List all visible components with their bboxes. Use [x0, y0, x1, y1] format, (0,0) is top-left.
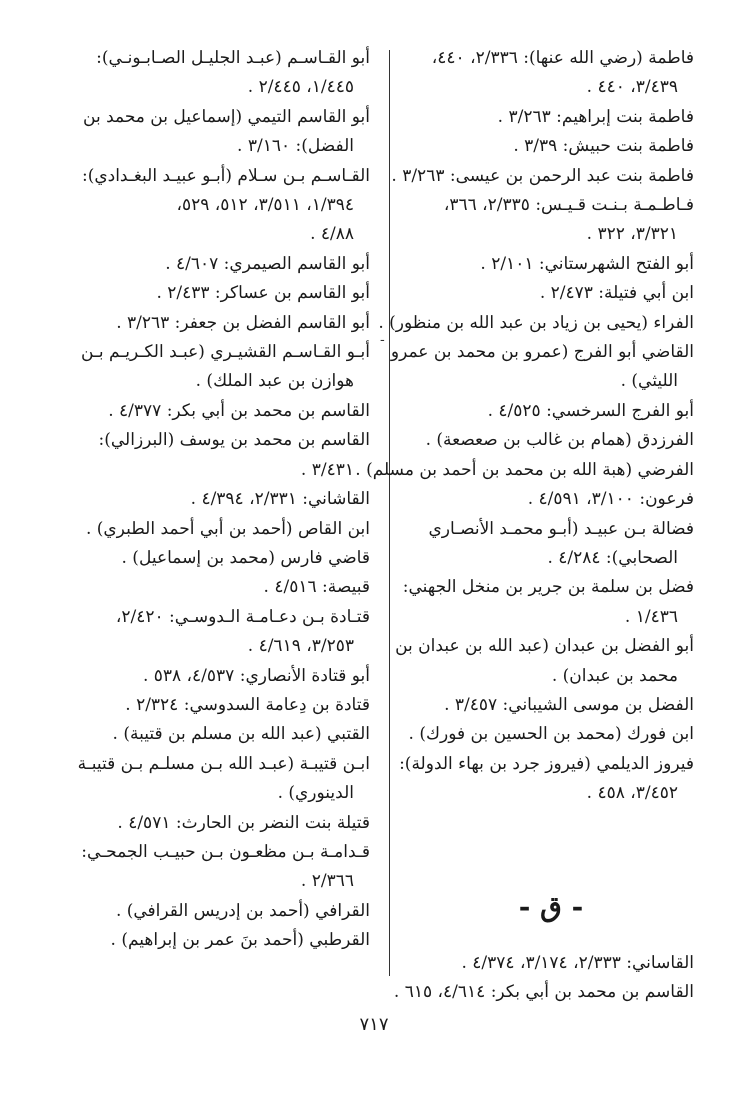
- index-entry: [408, 250, 694, 279]
- index-entry: [65, 162, 370, 250]
- index-entry: [65, 809, 370, 838]
- index-entry: [65, 662, 370, 691]
- index-entry: [408, 279, 694, 308]
- entry-line: أبو القـاسـم (عبـد الجليـل الصـابـونـي):: [96, 48, 370, 68]
- entry-line: قتـادة بـن دعـامـة الـدوسـي: ٢/٤٢٠،: [115, 606, 370, 627]
- entry-continuation-line: الفضل): ٣/١٦٠ .: [237, 136, 354, 157]
- entry-line: القاضي أبو الفرج (عمرو بن محمد بن عمرو: [390, 342, 694, 363]
- index-entry: [65, 309, 370, 338]
- entry-line: أبو الفضل بن عبدان (عبد الله بن عبدان بن: [395, 636, 694, 657]
- index-entry: [65, 691, 370, 720]
- right-column: [355, 44, 694, 1007]
- entry-line: ابـن قتيبـة (عبـد الله بـن مسلـم بـن قتيبـة: [77, 753, 370, 774]
- entry-line: فاطمة (رضي الله عنها): ٢/٣٣٦، ٤٤٠،: [431, 48, 694, 68]
- entry-line: ابن القاص (أحمد بن أبي أحمد الطبري) .: [85, 518, 370, 539]
- margin-mark: -: [380, 332, 385, 348]
- entry-continuation-line: ٣/٣٢١، ٣٢٢ .: [586, 224, 678, 245]
- index-entry: [408, 132, 694, 161]
- index-entry: [65, 573, 370, 602]
- entry-continuation-line: ١/٣٩٤، ٣/٥١١، ٥١٢، ٥٢٩،: [176, 195, 354, 216]
- index-entry: [408, 720, 694, 749]
- entry-line: أبـو القـاسـم القشيـري (عبـد الكـريـم بـن: [80, 342, 370, 363]
- entry-line: فرعون: ٣/١٠٠، ٤/٥٩١ .: [527, 489, 694, 510]
- entry-line: أبو القاسم التيمي (إسماعيل بن محمد بن: [83, 106, 370, 127]
- entry-line: فاطمة بنت إبراهيم: ٣/٢٦٣ .: [497, 106, 694, 127]
- index-entry: [65, 515, 370, 544]
- entry-line: ابن أبي فتيلة: ٢/٤٧٣ .: [539, 283, 694, 304]
- left-column: [65, 44, 370, 956]
- index-entry: [65, 426, 370, 485]
- index-entry: [65, 103, 370, 162]
- entry-line: القاشاني: ٢/٣٣١، ٤/٣٩٤ .: [190, 489, 370, 510]
- index-entry: [65, 750, 370, 809]
- index-entry: [65, 603, 370, 662]
- index-entry: [393, 978, 694, 1007]
- index-entry: [408, 103, 694, 132]
- index-entry: [65, 44, 370, 103]
- index-entry: [65, 250, 370, 279]
- entry-continuation-line: الصحابي): ٤/٢٨٤ .: [547, 547, 678, 568]
- left-column-entries: [65, 44, 370, 956]
- entry-line: فيروز الديلمي (فيروز جرد بن بهاء الدولة):: [399, 753, 694, 774]
- entry-line: الفرضي (هبة الله بن محمد بن أحمد بن مسلم) .: [355, 459, 694, 480]
- index-entry: [408, 949, 694, 978]
- index-entry: [390, 338, 694, 397]
- entry-continuation-line: ٢/٣٦٦ .: [300, 871, 354, 892]
- entry-line: فضل بن سلمة بن جرير بن منخل الجهني:: [402, 577, 694, 598]
- entry-line: أبو القاسم الصيمري: ٤/٦٠٧ .: [165, 253, 370, 274]
- entry-line: فاطمة بنت عبد الرحمن بن عيسى: ٣/٢٦٣ .: [391, 165, 694, 186]
- page-number: ٧١٧: [359, 1014, 389, 1035]
- entry-line: القـاسـم بـن سـلام (أبـو عبيـد البغـدادي):: [81, 165, 370, 186]
- entry-line: أبو القاسم بن عساكر: ٢/٤٣٣ .: [156, 283, 370, 304]
- entry-continuation-line: الليثي) .: [620, 371, 678, 392]
- entry-continuation-line: محمد بن عبدان) .: [551, 665, 678, 686]
- entry-line: أبو الفتح الشهرستاني: ٢/١٠١ .: [480, 253, 694, 274]
- entry-line: القاساني: ٢/٣٣٣، ٣/١٧٤، ٤/٣٧٤ .: [461, 952, 694, 973]
- entry-continuation-line: ٣/٢٥٣، ٤/٦١٩ .: [247, 636, 354, 657]
- index-entry: [408, 191, 694, 250]
- index-entry: [408, 691, 694, 720]
- index-entry: [402, 573, 694, 632]
- index-entry: [408, 397, 694, 426]
- column-divider: [389, 50, 390, 976]
- entry-line: القاسم بن محمد بن أبي بكر: ٤/٦١٤، ٦١٥ .: [393, 981, 694, 1002]
- entry-line: القرطبي (أحمد بنَ عمر بن إبراهيم) .: [110, 930, 370, 951]
- section-heading: - ق -: [518, 889, 584, 923]
- entry-line: القتبي (عبد الله بن مسلم بن قتيبة) .: [112, 724, 370, 745]
- index-entry: [65, 397, 370, 426]
- index-entry: [391, 162, 694, 191]
- entry-line: قاضي فارس (محمد بن إسماعيل) .: [121, 547, 370, 568]
- right-column-entries: [355, 44, 694, 809]
- entry-line: أبو الفرج السرخسي: ٤/٥٢٥ .: [487, 400, 694, 421]
- entry-continuation-line: ٣/٤٣٩، ٤٤٠ .: [586, 77, 678, 98]
- entry-continuation-line: هوازن بن عبد الملك) .: [195, 371, 354, 392]
- entry-line: أبو القاسم الفضل بن جعفر: ٣/٢٦٣ .: [116, 312, 370, 333]
- entry-line: قبيصة: ٤/٥١٦ .: [263, 577, 370, 598]
- index-entry: [65, 485, 370, 514]
- entry-line: القاسم بن محمد بن يوسف (البرزالي):: [98, 430, 370, 451]
- entry-line: الفضل بن موسى الشيباني: ٣/٤٥٧ .: [444, 694, 694, 715]
- index-entry: [408, 485, 694, 514]
- index-entry: [65, 897, 370, 926]
- entry-line: الفراء (يحيى بن زياد بن عبد الله بن منظور) .: [378, 312, 694, 333]
- entry-line: ابن فورك (محمد بن الحسين بن فورك) .: [408, 724, 694, 745]
- index-entry: [65, 926, 370, 955]
- entry-line: فـاطـمـة بـنـت قـيـس: ٢/٣٣٥، ٣٦٦،: [443, 195, 694, 216]
- index-entry: [395, 632, 694, 691]
- entry-continuation-line: ٤/٨٨ .: [310, 224, 354, 245]
- entry-continuation-line: الدينوري) .: [277, 783, 354, 804]
- index-entry: [65, 279, 370, 308]
- entry-line: فاطمة بنت حبيش: ٣/٣٩ .: [513, 136, 694, 157]
- entry-continuation-line: ١/٤٣٦ .: [624, 606, 678, 627]
- entry-line: فضالة بـن عبيـد (أبـو محمـد الأنصـاري: [428, 518, 694, 539]
- index-entry: [65, 838, 370, 897]
- entry-line: قـدامـة بـن مظعـون بـن حبيـب الجمحـي:: [81, 841, 370, 862]
- entry-line: أبو قتادة الأنصاري: ٤/٥٣٧، ٥٣٨ .: [142, 665, 370, 686]
- entry-continuation-line: ١/٤٤٥، ٢/٤٤٥ .: [247, 77, 354, 98]
- entry-line: القرافي (أحمد بن إدريس القرافي) .: [115, 900, 370, 921]
- entry-line: قتيلة بنت النضر بن الحارث: ٤/٥٧١ .: [117, 812, 370, 833]
- entry-line: الفرزدق (همام بن غالب بن صعصعة) .: [425, 430, 694, 451]
- right-column-entries-after: [393, 949, 694, 1008]
- index-entry: [378, 309, 694, 338]
- entry-continuation-line: ٣/٤٥٢، ٤٥٨ .: [586, 783, 678, 804]
- index-entry: [399, 750, 694, 809]
- entry-continuation-line: ٣/٤٣١ .: [300, 459, 354, 480]
- index-entry: [65, 720, 370, 749]
- index-entry: [408, 515, 694, 574]
- index-entry: [408, 44, 694, 103]
- index-entry: [65, 338, 370, 397]
- entry-line: القاسم بن محمد بن أبي بكر: ٤/٣٧٧ .: [108, 400, 370, 421]
- entry-line: قتادة بن دِعامة السدوسي: ٢/٣٢٤ .: [125, 694, 370, 715]
- index-entry: [65, 544, 370, 573]
- index-entry: [408, 426, 694, 455]
- index-entry: [355, 456, 694, 485]
